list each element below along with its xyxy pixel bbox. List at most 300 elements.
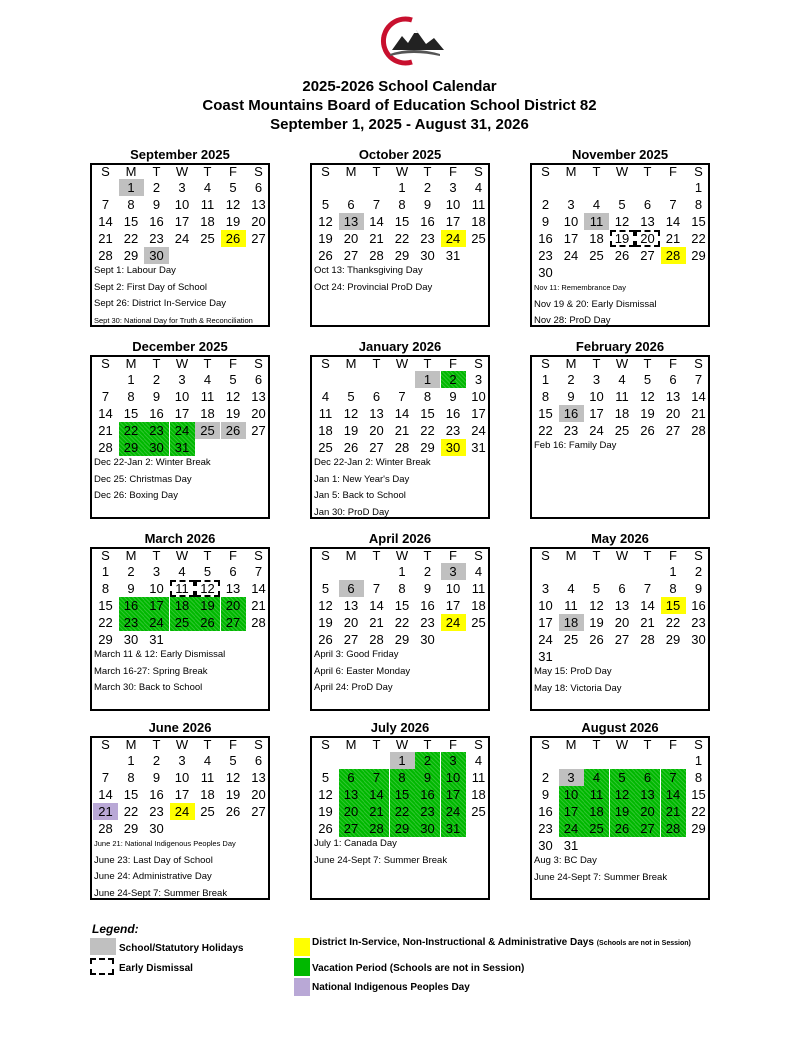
month-box xyxy=(90,547,270,711)
date-range: September 1, 2025 - August 31, 2026 xyxy=(270,116,529,133)
calendar-day: 7 xyxy=(669,197,677,212)
calendar-day: 8 xyxy=(127,770,135,785)
calendar-day: 30 xyxy=(415,820,440,837)
calendar-day: 1 xyxy=(101,564,110,579)
event-note: Oct 24: Provincial ProD Day xyxy=(314,281,433,293)
calendar-day: 6 xyxy=(254,180,263,195)
calendar-day: 9 xyxy=(127,581,135,596)
event-note: May 15: ProD Day xyxy=(534,666,612,677)
calendar-day: 10 xyxy=(445,197,461,212)
calendar-day: 14 xyxy=(98,406,113,421)
calendar-day: 1 xyxy=(669,564,677,579)
calendar-day: 10 xyxy=(441,769,466,786)
calendar-day: 15 xyxy=(691,787,706,802)
event-note: May 18: Victoria Day xyxy=(534,682,622,694)
weekday-header: T xyxy=(152,548,161,563)
calendar-day: 9 xyxy=(541,787,550,802)
calendar-day: 20 xyxy=(614,615,630,630)
weekday-header: F xyxy=(229,164,237,179)
calendar-day: 6 xyxy=(254,372,263,387)
calendar-day: 16 xyxy=(538,231,553,246)
weekday-header: M xyxy=(565,356,577,371)
calendar-day: 29 xyxy=(420,440,435,455)
calendar-day: 4 xyxy=(567,581,575,596)
calendar-day: 24 xyxy=(144,614,169,631)
calendar-day: 11 xyxy=(200,770,215,785)
calendar-day: 19 xyxy=(589,615,604,630)
calendar-day: 12 xyxy=(318,787,333,802)
weekday-header: S xyxy=(101,548,110,563)
calendar-day: 18 xyxy=(589,231,604,246)
calendar-day: 6 xyxy=(347,197,355,212)
calendar-day: 23 xyxy=(445,423,461,438)
calendar-day: 2 xyxy=(152,180,161,195)
calendar-day: 2 xyxy=(152,753,161,768)
event-note: Sept 30: National Day for Truth & Reconciliation xyxy=(94,315,253,325)
legend-swatch-indigenous xyxy=(294,978,310,996)
calendar-day: 29 xyxy=(691,821,706,836)
calendar-day: 8 xyxy=(390,769,415,786)
calendar-day: 9 xyxy=(694,581,703,596)
calendar-day: 6 xyxy=(339,769,364,786)
calendar-day: 10 xyxy=(149,581,164,596)
calendar-day: 13 xyxy=(251,197,266,212)
calendar-day: 17 xyxy=(174,406,190,421)
calendar-day: 20 xyxy=(339,803,364,820)
calendar-day: 5 xyxy=(229,753,237,768)
calendar-day: 17 xyxy=(471,406,486,421)
calendar-day: 16 xyxy=(420,214,435,229)
calendar-day: 7 xyxy=(101,770,110,785)
weekday-header: T xyxy=(152,164,161,179)
weekday-header: W xyxy=(175,164,189,179)
calendar-day: 22 xyxy=(123,804,139,819)
event-note: Sept 2: First Day of School xyxy=(94,281,207,293)
calendar-day: 28 xyxy=(98,440,113,455)
calendar-day: 5 xyxy=(229,180,237,195)
calendar-day: 2 xyxy=(541,770,550,785)
calendar-day: 24 xyxy=(170,422,195,439)
month-box xyxy=(530,547,710,711)
calendar-day: 31 xyxy=(471,440,486,455)
calendar-day: 13 xyxy=(343,598,359,613)
calendar-day: 11 xyxy=(471,197,486,212)
calendar-day: 30 xyxy=(420,248,435,263)
calendar-day: 7 xyxy=(254,564,263,579)
event-note: Aug 3: BC Day xyxy=(534,855,597,866)
legend-swatch-holiday xyxy=(90,938,116,955)
calendar-day: 8 xyxy=(669,581,677,596)
calendar-day: 6 xyxy=(669,372,677,387)
calendar-day: 24 xyxy=(174,231,190,246)
weekday-header: F xyxy=(229,356,237,371)
weekday-header: S xyxy=(694,548,703,563)
calendar-day: 9 xyxy=(449,389,457,404)
calendar-day: 12 xyxy=(225,770,241,785)
calendar-day: 26 xyxy=(221,422,246,439)
calendar-day: 9 xyxy=(152,389,161,404)
calendar-day: 7 xyxy=(661,769,686,786)
calendar-day: 22 xyxy=(665,615,681,630)
weekday-header: T xyxy=(203,164,212,179)
calendar-day: 5 xyxy=(321,581,330,596)
weekday-header: W xyxy=(175,548,189,563)
calendar-day: 17 xyxy=(144,597,169,614)
calendar-day: 7 xyxy=(372,581,381,596)
calendar-day: 21 xyxy=(98,423,113,438)
calendar-day: 29 xyxy=(394,248,410,263)
legend-label-holiday: School/Statutory Holidays xyxy=(119,943,244,954)
calendar-day: 14 xyxy=(251,581,266,596)
weekday-header: F xyxy=(229,737,237,752)
calendar-day: 28 xyxy=(661,247,686,264)
calendar-day: 19 xyxy=(610,230,635,247)
month-title: October 2025 xyxy=(358,147,442,162)
calendar-day: 23 xyxy=(149,804,164,819)
month-box xyxy=(310,547,490,711)
event-note: Nov 28: ProD Day xyxy=(534,315,611,326)
weekday-header: M xyxy=(565,164,577,179)
calendar-day: 11 xyxy=(200,389,215,404)
calendar-day: 26 xyxy=(614,248,630,263)
calendar-day: 28 xyxy=(640,632,655,647)
weekday-header: S xyxy=(474,356,483,371)
calendar-day: 1 xyxy=(398,564,406,579)
calendar-day: 15 xyxy=(538,406,553,421)
weekday-header: F xyxy=(449,548,457,563)
calendar-day: 31 xyxy=(170,439,195,456)
event-note: Dec 22-Jan 2: Winter Break xyxy=(314,457,431,468)
weekday-header: M xyxy=(125,737,137,752)
calendar-day: 27 xyxy=(339,820,364,837)
calendar-day: 31 xyxy=(538,649,553,664)
calendar-day: 25 xyxy=(584,820,609,837)
calendar-day: 9 xyxy=(423,581,432,596)
calendar-day: 22 xyxy=(98,615,113,630)
calendar-day: 28 xyxy=(98,248,113,263)
event-note: March 30: Back to School xyxy=(94,682,203,693)
calendar-day: 25 xyxy=(318,440,333,455)
calendar-day: 12 xyxy=(640,389,655,404)
weekday-header: T xyxy=(423,356,432,371)
calendar-day: 27 xyxy=(614,632,630,647)
calendar-day: 21 xyxy=(369,231,384,246)
calendar-day: 22 xyxy=(123,231,139,246)
calendar-day: 22 xyxy=(390,803,415,820)
calendar-day: 20 xyxy=(343,615,359,630)
calendar-day: 16 xyxy=(420,598,435,613)
calendar-day: 29 xyxy=(119,439,144,456)
event-note: Jan 1: New Year's Day xyxy=(314,473,410,485)
calendar-day: 30 xyxy=(420,632,435,647)
calendar-day: 19 xyxy=(610,803,635,820)
calendar-day: 10 xyxy=(538,598,553,613)
calendar-day: 15 xyxy=(420,406,435,421)
calendar-day: 2 xyxy=(441,371,466,388)
calendar-day: 30 xyxy=(149,821,164,836)
weekday-header: T xyxy=(372,737,381,752)
calendar-day: 12 xyxy=(318,598,333,613)
calendar-day: 22 xyxy=(691,804,706,819)
calendar-day: 27 xyxy=(640,248,655,263)
calendar-day: 24 xyxy=(563,248,579,263)
calendar-day: 28 xyxy=(364,820,389,837)
weekday-header: T xyxy=(643,548,652,563)
month-box xyxy=(310,163,490,327)
calendar-day: 18 xyxy=(200,214,215,229)
calendar-day: 1 xyxy=(127,372,135,387)
calendar-day: 29 xyxy=(123,821,139,836)
month-box xyxy=(90,163,270,327)
calendar-day: 12 xyxy=(318,214,333,229)
calendar-day: 17 xyxy=(174,787,190,802)
calendar-day: 15 xyxy=(691,214,706,229)
calendar-day: 22 xyxy=(119,422,144,439)
event-note: Dec 26: Boxing Day xyxy=(94,490,178,501)
calendar-day: 13 xyxy=(225,581,241,596)
calendar-day: 23 xyxy=(563,423,579,438)
weekday-header: W xyxy=(395,737,409,752)
calendar-day: 11 xyxy=(200,197,215,212)
month-box xyxy=(90,355,270,519)
calendar-day: 14 xyxy=(640,598,655,613)
calendar-day: 4 xyxy=(474,564,483,579)
calendar-day: 4 xyxy=(584,769,609,786)
calendar-day: 4 xyxy=(592,197,601,212)
calendar-day: 28 xyxy=(98,821,113,836)
calendar-day: 3 xyxy=(441,563,466,580)
calendar-day: 17 xyxy=(538,615,553,630)
legend-label-vacation: Vacation Period (Schools are not in Session) xyxy=(312,963,525,974)
calendar-day: 22 xyxy=(394,615,410,630)
calendar-day: 10 xyxy=(471,389,486,404)
weekday-header: W xyxy=(615,548,629,563)
calendar-day: 15 xyxy=(394,598,410,613)
weekday-header: T xyxy=(423,548,432,563)
calendar-day: 13 xyxy=(369,406,384,421)
calendar-day: 20 xyxy=(635,230,660,247)
calendar-day: 26 xyxy=(221,230,246,247)
calendar-day: 25 xyxy=(563,632,579,647)
calendar-day: 4 xyxy=(321,389,330,404)
calendar-day: 1 xyxy=(541,372,550,387)
calendar-day: 8 xyxy=(541,389,550,404)
calendar-day: 3 xyxy=(474,372,483,387)
calendar-day: 9 xyxy=(152,770,161,785)
calendar-day: 26 xyxy=(318,821,333,836)
calendar-day: 6 xyxy=(372,389,381,404)
calendar-day: 21 xyxy=(364,803,389,820)
calendar-day: 21 xyxy=(665,231,681,246)
calendar-day: 1 xyxy=(390,752,415,769)
calendar-day: 31 xyxy=(563,838,579,853)
calendar-day: 20 xyxy=(343,231,359,246)
calendar-day: 14 xyxy=(98,787,113,802)
calendar-day: 6 xyxy=(643,197,652,212)
calendar-day: 8 xyxy=(398,581,406,596)
month-title: July 2026 xyxy=(370,720,430,735)
calendar-day: 7 xyxy=(101,197,110,212)
weekday-header: T xyxy=(152,356,161,371)
calendar-day: 7 xyxy=(101,389,110,404)
weekday-header: S xyxy=(254,737,263,752)
calendar-day: 24 xyxy=(471,423,486,438)
calendar-day: 7 xyxy=(643,581,652,596)
weekday-header: T xyxy=(372,164,381,179)
calendar-day: 31 xyxy=(445,248,461,263)
calendar-day: 18 xyxy=(318,423,333,438)
calendar-day: 21 xyxy=(369,615,384,630)
weekday-header: M xyxy=(345,164,357,179)
calendar-day: 1 xyxy=(694,753,703,768)
weekday-header: S xyxy=(321,164,330,179)
event-note: Sept 26: District In-Service Day xyxy=(94,298,226,309)
calendar-day: 12 xyxy=(343,406,359,421)
calendar-day: 3 xyxy=(592,372,601,387)
calendar-day: 11 xyxy=(564,598,578,613)
calendar-day: 14 xyxy=(98,214,113,229)
weekday-header: F xyxy=(669,737,677,752)
calendar-day: 28 xyxy=(394,440,410,455)
event-note: July 1: Canada Day xyxy=(314,838,397,849)
calendar-day: 1 xyxy=(694,180,703,195)
month-title: April 2026 xyxy=(368,531,432,546)
calendar-day: 5 xyxy=(643,372,652,387)
calendar-day: 30 xyxy=(441,439,466,456)
calendar-day: 27 xyxy=(343,248,359,263)
weekday-header: T xyxy=(372,548,381,563)
event-note: April 24: ProD Day xyxy=(314,682,393,693)
calendar-day: 12 xyxy=(610,786,635,803)
calendar-day: 9 xyxy=(541,214,550,229)
calendar-day: 10 xyxy=(174,770,190,785)
event-note: Nov 11: Remembrance Day xyxy=(534,283,626,292)
calendar-day: 29 xyxy=(665,632,681,647)
calendar-day: 27 xyxy=(343,632,359,647)
calendar-day: 13 xyxy=(251,770,266,785)
event-note: Nov 19 & 20: Early Dismissal xyxy=(534,298,657,310)
calendar-day: 3 xyxy=(567,197,575,212)
calendar-day: 2 xyxy=(567,372,575,387)
event-note: March 11 & 12: Early Dismissal xyxy=(94,649,226,660)
calendar-day: 27 xyxy=(221,614,246,631)
calendar-day: 4 xyxy=(203,180,212,195)
month-box xyxy=(530,355,710,519)
weekday-header: M xyxy=(345,737,357,752)
calendar-day: 14 xyxy=(691,389,706,404)
calendar-day: 20 xyxy=(221,597,246,614)
calendar-day: 18 xyxy=(170,597,195,614)
calendar-day: 2 xyxy=(541,197,550,212)
calendar-day: 18 xyxy=(559,614,584,631)
weekday-header: T xyxy=(203,737,212,752)
weekday-header: T xyxy=(423,164,432,179)
weekday-header: W xyxy=(395,548,409,563)
calendar-day: 4 xyxy=(203,372,212,387)
weekday-header: S xyxy=(321,356,330,371)
calendar-day: 19 xyxy=(318,804,333,819)
calendar-day: 31 xyxy=(441,820,466,837)
calendar-day: 25 xyxy=(471,231,486,246)
calendar-day: 24 xyxy=(589,423,604,438)
calendar-day: 26 xyxy=(195,614,220,631)
calendar-day: 21 xyxy=(661,803,686,820)
month-title: September 2025 xyxy=(130,147,230,162)
calendar-day: 8 xyxy=(694,197,703,212)
event-note: Dec 22-Jan 2: Winter Break xyxy=(94,457,211,468)
calendar-day: 12 xyxy=(225,389,241,404)
legend-label-indigenous: National Indigenous Peoples Day xyxy=(312,982,470,993)
weekday-header: M xyxy=(125,164,137,179)
calendar-day: 13 xyxy=(251,389,266,404)
calendar-day: 23 xyxy=(538,821,553,836)
calendar-day: 15 xyxy=(123,787,139,802)
calendar-day: 8 xyxy=(423,389,432,404)
calendar-day: 13 xyxy=(665,389,681,404)
calendar-day: 9 xyxy=(423,197,432,212)
event-note: Sept 1: Labour Day xyxy=(94,265,176,276)
calendar-day: 25 xyxy=(200,231,215,246)
calendar-day: 8 xyxy=(398,197,406,212)
calendar-day: 10 xyxy=(559,786,584,803)
calendar-day: 3 xyxy=(541,581,550,596)
calendar-day: 16 xyxy=(445,406,461,421)
calendar-day: 22 xyxy=(538,423,553,438)
weekday-header: S xyxy=(254,548,263,563)
calendar-day: 19 xyxy=(318,231,333,246)
weekday-header: F xyxy=(669,548,677,563)
month-box xyxy=(90,736,270,900)
calendar-day: 31 xyxy=(149,632,164,647)
event-note: June 24-Sept 7: Summer Break xyxy=(534,871,668,883)
weekday-header: T xyxy=(643,737,652,752)
calendar-day: 14 xyxy=(364,786,389,803)
event-note: June 21: National Indigenous Peoples Day xyxy=(94,839,236,848)
calendar-day: 4 xyxy=(474,180,483,195)
calendar-day: 27 xyxy=(665,423,681,438)
calendar-day: 26 xyxy=(589,632,604,647)
calendar-day: 18 xyxy=(584,803,609,820)
calendar-day: 10 xyxy=(174,197,190,212)
calendar-day: 11 xyxy=(584,213,609,230)
calendar-day: 25 xyxy=(195,422,220,439)
calendar-day: 1 xyxy=(398,180,406,195)
month-title: February 2026 xyxy=(575,339,665,354)
calendar-day: 5 xyxy=(592,581,601,596)
calendar-day: 1 xyxy=(119,179,144,196)
calendar-day: 27 xyxy=(251,804,266,819)
calendar-day: 23 xyxy=(538,248,553,263)
calendar-day: 4 xyxy=(178,564,186,579)
calendar-day: 14 xyxy=(369,214,384,229)
calendar-day: 15 xyxy=(661,597,686,614)
calendar-day: 11 xyxy=(584,786,609,803)
calendar-day: 11 xyxy=(471,581,486,596)
calendar-day: 12 xyxy=(195,580,220,597)
calendar-day: 5 xyxy=(618,197,626,212)
weekday-header: T xyxy=(592,164,601,179)
calendar-day: 4 xyxy=(618,372,626,387)
weekday-header: T xyxy=(152,737,161,752)
calendar-day: 27 xyxy=(251,423,266,438)
calendar-day: 10 xyxy=(589,389,604,404)
calendar-day: 11 xyxy=(471,770,486,785)
calendar-day: 23 xyxy=(415,803,440,820)
calendar-day: 21 xyxy=(93,803,118,820)
weekday-header: S xyxy=(474,548,483,563)
calendar-day: 15 xyxy=(394,214,410,229)
weekday-header: T xyxy=(592,356,601,371)
